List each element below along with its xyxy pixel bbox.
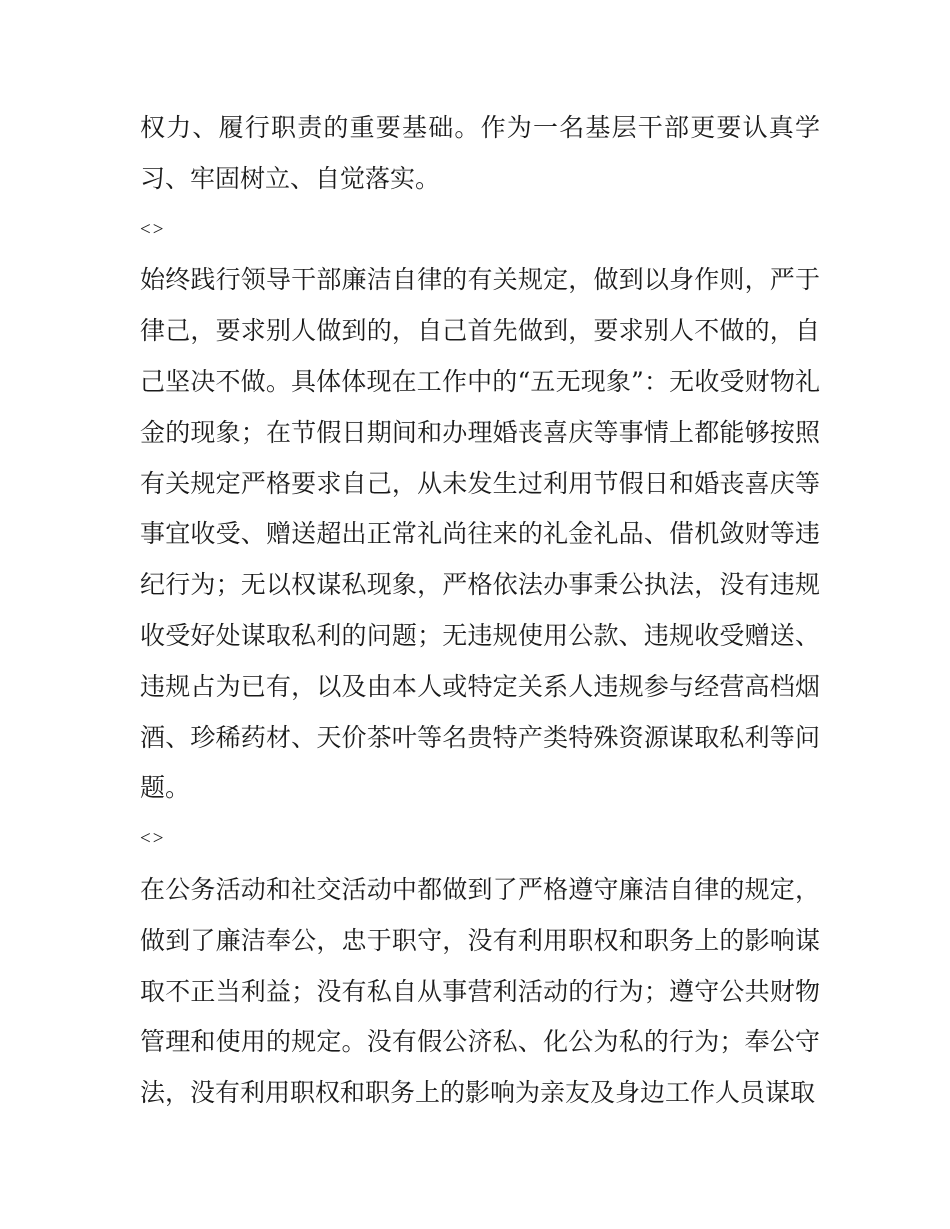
section-marker-2: <> bbox=[140, 828, 166, 850]
section-marker-1: <> bbox=[140, 218, 166, 240]
paragraph-3: 在公务活动和社交活动中都做到了严格遵守廉洁自律的规定，做到了廉洁奉公，忠于职守，没有利用职权和职务上的影响谋取不正当利益；没有私自从事营利活动的行为；遵守公共财物管理和使用的规定。没有假公济私、化公为私的行为；奉公守法，没有利用职权和职务上的影响为亲友及身边工作人员谋取 bbox=[140, 874, 820, 1108]
document-body bbox=[140, 103, 820, 1119]
paragraph-1: 权力、履行职责的重要基础。作为一名基层干部更要认真学习、牢固树立、自觉落实。 bbox=[140, 113, 820, 193]
paragraph-2: 始终践行领导干部廉洁自律的有关规定，做到以身作则，严于律己，要求别人做到的，自己首先做到，要求别人不做的，自己坚决不做。具体体现在工作中的“五无现象”：无收受财物礼金的现象；在节假日期间和办理婚丧喜庆等事情上都能够按照有关规定严格要求自己，从未发生过利用节假日和婚丧喜庆等事宜收受、赠送超出正常礼尚往来的礼金礼品、借机敛财等违纪行为；无以权谋私现象，严格依法办事秉公执法，没有违规收受好处谋取私利的问题；无违规使用公款、违规收受赠送、违规占为已有，以及由本人或特定关系人违规参与经营高档烟酒、珍稀药材、天价茶叶等名贵特产类特殊资源谋取私利等问题。 bbox=[140, 265, 820, 803]
